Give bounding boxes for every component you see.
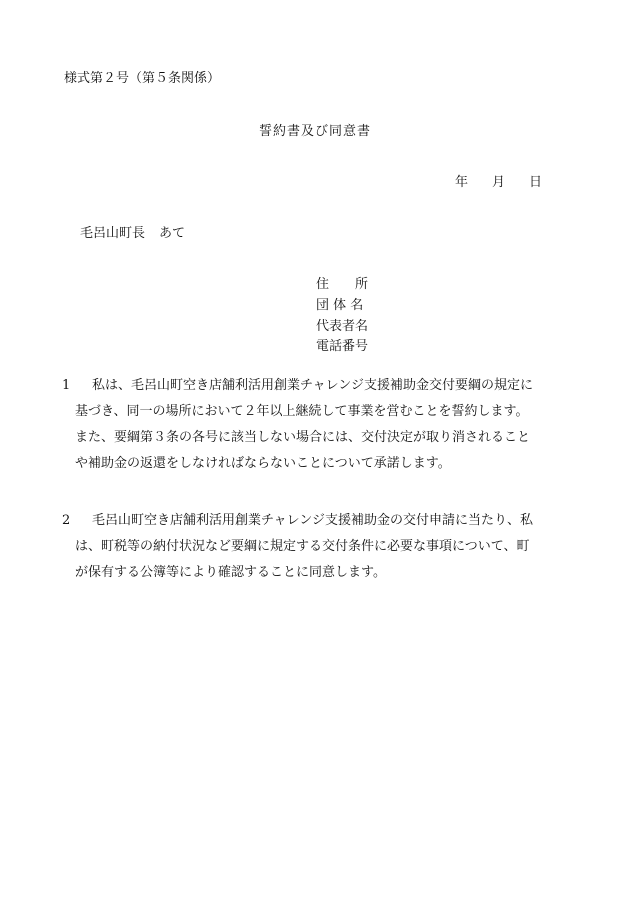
clause-pledge <box>62 373 582 477</box>
form-number: 様式第２号（第５条関係） <box>64 71 221 86</box>
applicant-representative-label: 代表者名 <box>316 319 369 334</box>
month-label: 月 <box>492 175 506 190</box>
clause-line: 基づき、同一の場所において２年以上継続して事業を営むことを誓約します。 <box>75 404 529 419</box>
clause-number: 1 <box>62 378 71 393</box>
clause-consent <box>62 508 582 586</box>
clause-line: 1 私は、毛呂山町空き店舗利活用創業チャレンジ支援補助金交付要綱の規定に <box>62 373 582 399</box>
date-line <box>455 171 542 190</box>
addressee-honorific: あて <box>159 226 186 241</box>
clause-line: 2 毛呂山町空き店舗利活用創業チャレンジ支援補助金の交付申請に当たり、私 <box>62 508 582 534</box>
clause-line: や補助金の返還をしなければならないことについて承諾します。 <box>75 456 451 471</box>
clause-line: が保有する公簿等により確認することに同意します。 <box>75 565 386 580</box>
day-label: 日 <box>529 175 543 190</box>
clause-line: は、町税等の納付状況など要綱に規定する交付条件に必要な事項について、町 <box>75 539 530 554</box>
clause-number: 2 <box>62 513 71 528</box>
addressee-name: 毛呂山町長 <box>80 226 146 241</box>
addressee <box>80 222 185 241</box>
applicant-address-label: 住 所 <box>316 277 369 292</box>
clause-line: また、要綱第３条の各号に該当しない場合には、交付決定が取り消されること <box>75 430 531 445</box>
applicant-phone-label: 電話番号 <box>316 339 369 354</box>
year-label: 年 <box>455 175 469 190</box>
document-title: 誓約書及び同意書 <box>258 124 371 139</box>
applicant-group-label: 団 体 名 <box>316 298 364 313</box>
